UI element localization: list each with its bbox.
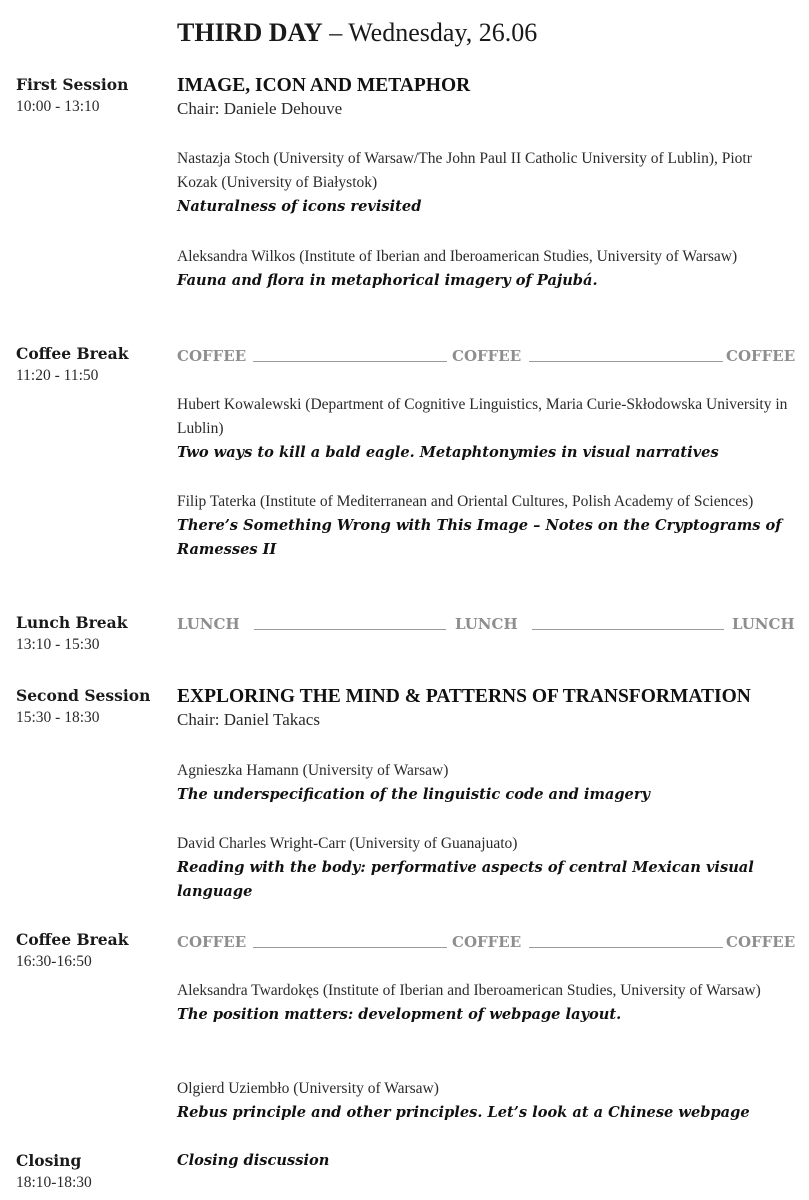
talk-author: Hubert Kowalewski (Department of Cognitive Linguistics, Maria Curie-Skłodowska University in Lublin): [177, 396, 788, 437]
talk-author: Agnieszka Hamann (University of Warsaw): [177, 762, 449, 779]
break-word: COFFEE: [452, 933, 522, 951]
session-label: Second Session: [16, 686, 151, 705]
session-time: 15:30 - 18:30: [16, 709, 100, 726]
break-word: COFFEE: [177, 347, 247, 365]
break-word: COFFEE: [177, 933, 247, 951]
break-word: LUNCH: [177, 615, 240, 633]
break-rule: [253, 947, 447, 948]
lunch-break-line: [177, 613, 801, 635]
talk-author: David Charles Wright-Carr (University of Guanajuato): [177, 835, 518, 852]
coffee-break-line: [177, 345, 801, 367]
talk-item: [177, 245, 792, 293]
talk-title: The underspecification of the linguistic code and imagery: [177, 786, 651, 803]
break-time: 16:30-16:50: [16, 953, 92, 970]
session-meta: [16, 74, 166, 118]
coffee-break-line: [177, 931, 801, 953]
session-meta: [16, 685, 166, 729]
session-chair: Chair: Daniele Dehouve: [177, 99, 343, 118]
session-heading: [177, 685, 802, 732]
talk-author: Aleksandra Wilkos (Institute of Iberian and Iberoamerican Studies, University of Warsaw): [177, 248, 738, 265]
talk-item: [177, 490, 792, 562]
talk-item: [177, 979, 792, 1027]
break-rule: [529, 361, 723, 362]
break-word: COFFEE: [726, 933, 796, 951]
break-word: LUNCH: [455, 615, 518, 633]
talk-item: [177, 393, 792, 465]
session-heading: [177, 74, 802, 121]
closing-meta: [16, 1150, 166, 1194]
talk-item: [177, 1077, 792, 1125]
talk-title: Reading with the body: performative aspects of central Mexican visual language: [177, 859, 754, 900]
break-meta: [16, 343, 166, 387]
break-label: Coffee Break: [16, 344, 129, 363]
page-title: [177, 17, 537, 49]
talk-item: [177, 147, 792, 219]
session-time: 10:00 - 13:10: [16, 98, 100, 115]
date-label: Wednesday, 26.06: [348, 18, 538, 47]
session-chair: Chair: Daniel Takacs: [177, 710, 320, 729]
session-title: EXPLORING THE MIND & PATTERNS OF TRANSFORMATION: [177, 686, 751, 707]
break-rule: [254, 629, 446, 630]
break-time: 11:20 - 11:50: [16, 367, 99, 384]
break-rule: [253, 361, 447, 362]
closing-label: Closing: [16, 1151, 82, 1170]
break-word: COFFEE: [726, 347, 796, 365]
session-title: IMAGE, ICON AND METAPHOR: [177, 75, 471, 96]
talk-item: [177, 759, 792, 807]
talk-title: The position matters: development of webpage layout.: [177, 1006, 622, 1023]
talk-title: Fauna and flora in metaphorical imagery of Pajubá.: [177, 272, 598, 289]
talk-author: Olgierd Uziembło (University of Warsaw): [177, 1080, 439, 1097]
break-word: COFFEE: [452, 347, 522, 365]
break-meta: [16, 929, 166, 973]
break-word: LUNCH: [732, 615, 795, 633]
closing-discussion: Closing discussion: [177, 1152, 330, 1169]
talk-title: Naturalness of icons revisited: [177, 198, 422, 215]
break-label: Coffee Break: [16, 930, 129, 949]
talk-title: There’s Something Wrong with This Image – Notes on the Cryptograms of Ramesses II: [177, 517, 782, 558]
break-rule: [529, 947, 723, 948]
break-time: 13:10 - 15:30: [16, 636, 100, 653]
title-separator: –: [329, 18, 343, 47]
talk-author: Filip Taterka (Institute of Mediterranean and Oriental Cultures, Polish Academy of Sciences): [177, 493, 754, 510]
session-label: First Session: [16, 75, 129, 94]
talk-title: Two ways to kill a bald eagle. Metaphtonymies in visual narratives: [177, 444, 719, 461]
talk-item: [177, 832, 792, 904]
talk-author: Aleksandra Twardokęs (Institute of Iberian and Iberoamerican Studies, University of Warsaw): [177, 982, 761, 999]
break-rule: [532, 629, 724, 630]
talk-title: Rebus principle and other principles. Let’s look at a Chinese webpage: [177, 1104, 750, 1121]
break-label: Lunch Break: [16, 613, 128, 632]
day-label: THIRD DAY: [177, 18, 323, 47]
break-meta: [16, 612, 166, 656]
talk-author: Nastazja Stoch (University of Warsaw/The John Paul II Catholic University of Lublin), Piotr Kozak (University of Białystok): [177, 150, 752, 191]
closing-time: 18:10-18:30: [16, 1174, 92, 1191]
